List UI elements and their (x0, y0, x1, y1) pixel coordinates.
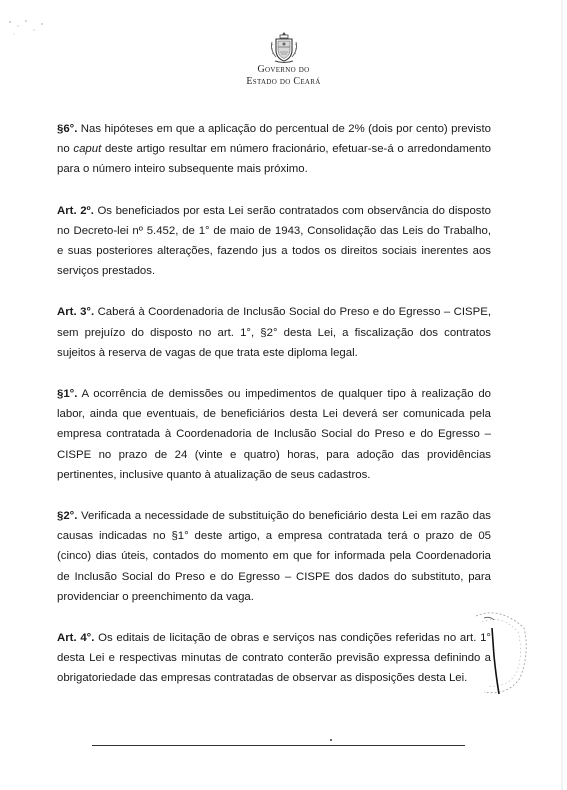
paragraph-heading: §2°. (57, 510, 78, 523)
government-label: Governo do (257, 64, 310, 75)
paragraph-6 (57, 119, 491, 180)
article-3 (57, 302, 491, 363)
paragraph-heading: Art. 3°. (57, 306, 95, 319)
paragraph-heading: Art. 2º. (57, 204, 94, 217)
article-3-paragraph-2 (57, 506, 491, 607)
letterhead (0, 30, 567, 88)
paragraph-heading: Art. 4°. (57, 632, 95, 645)
rubric-stamp-icon (470, 608, 530, 703)
article-2 (57, 201, 491, 282)
paragraph-text: Caberá à Coordenadoria de Inclusão Social do Preso e do Egresso – CISPE, sem prejuízo do disposto no art. 1°, §2° desta Lei, a fiscalização dos contratos sujeitos à reserva de vagas de que trata este diploma legal. (57, 306, 491, 359)
paragraph-emphasis: caput (73, 143, 102, 156)
paragraph-text: A ocorrência de demissões ou impedimentos de qualquer tipo à realização do labor, ainda que eventuais, de beneficiários desta Lei deverá ser comunicada pela empresa contratada à Coordenadoria de Inclusão Social do Preso e do Egresso – CISPE no prazo de 24 (vinte e quatro) horas, para adoção das providências pertinentes, inclusive quanto à atualização de seus cadastros. (57, 388, 491, 481)
paragraph-text: Os editais de licitação de obras e serviços nas condições referidas no art. 1° desta Lei e respectivas minutas de contrato conterão previsão expressa definindo a obrigatoriedade das empresas contratadas de observar as disposições desta Lei. (57, 632, 491, 685)
article-3-paragraph-1 (57, 384, 491, 485)
document-body (57, 119, 491, 710)
paragraph-heading: §6°. (57, 123, 78, 135)
scan-edge-icon (552, 0, 566, 790)
paragraph-text: deste artigo resultar em número fracionário, efetuar-se-á o arredondamento para o número inteiro subsequente mais próximo. (57, 143, 491, 176)
paragraph-text: Verificada a necessidade de substituição do beneficiário desta Lei em razão das causas indicadas no §1° deste artigo, a empresa contratada terá o prazo de 05 (cinco) dias úteis, contados do momento em que for informada pela Coordenadoria de Inclusão Social do Preso e do Egresso – CISPE dos dados do substituto, para providenciar o preenchimento da vaga. (57, 510, 491, 603)
paragraph-text: Nas hipóteses em que a aplicação do percentual de 2% (dois por cento) previsto no (57, 123, 491, 156)
state-coat-of-arms-icon (269, 30, 299, 64)
paragraph-heading: §1°. (57, 388, 78, 401)
footer-mark (330, 739, 332, 741)
paragraph-text: Os beneficiados por esta Lei serão contratados com observância do disposto no Decreto-lei nº 5.452, de 1° de maio de 1943, Consolidação das Leis do Trabalho, e suas posteriores alterações, fazendo jus a todos os direitos sociais inerentes aos serviços prestados. (57, 204, 491, 278)
article-4 (57, 628, 491, 689)
footer-divider (92, 745, 465, 746)
state-label: Estado do Ceará (246, 76, 321, 87)
